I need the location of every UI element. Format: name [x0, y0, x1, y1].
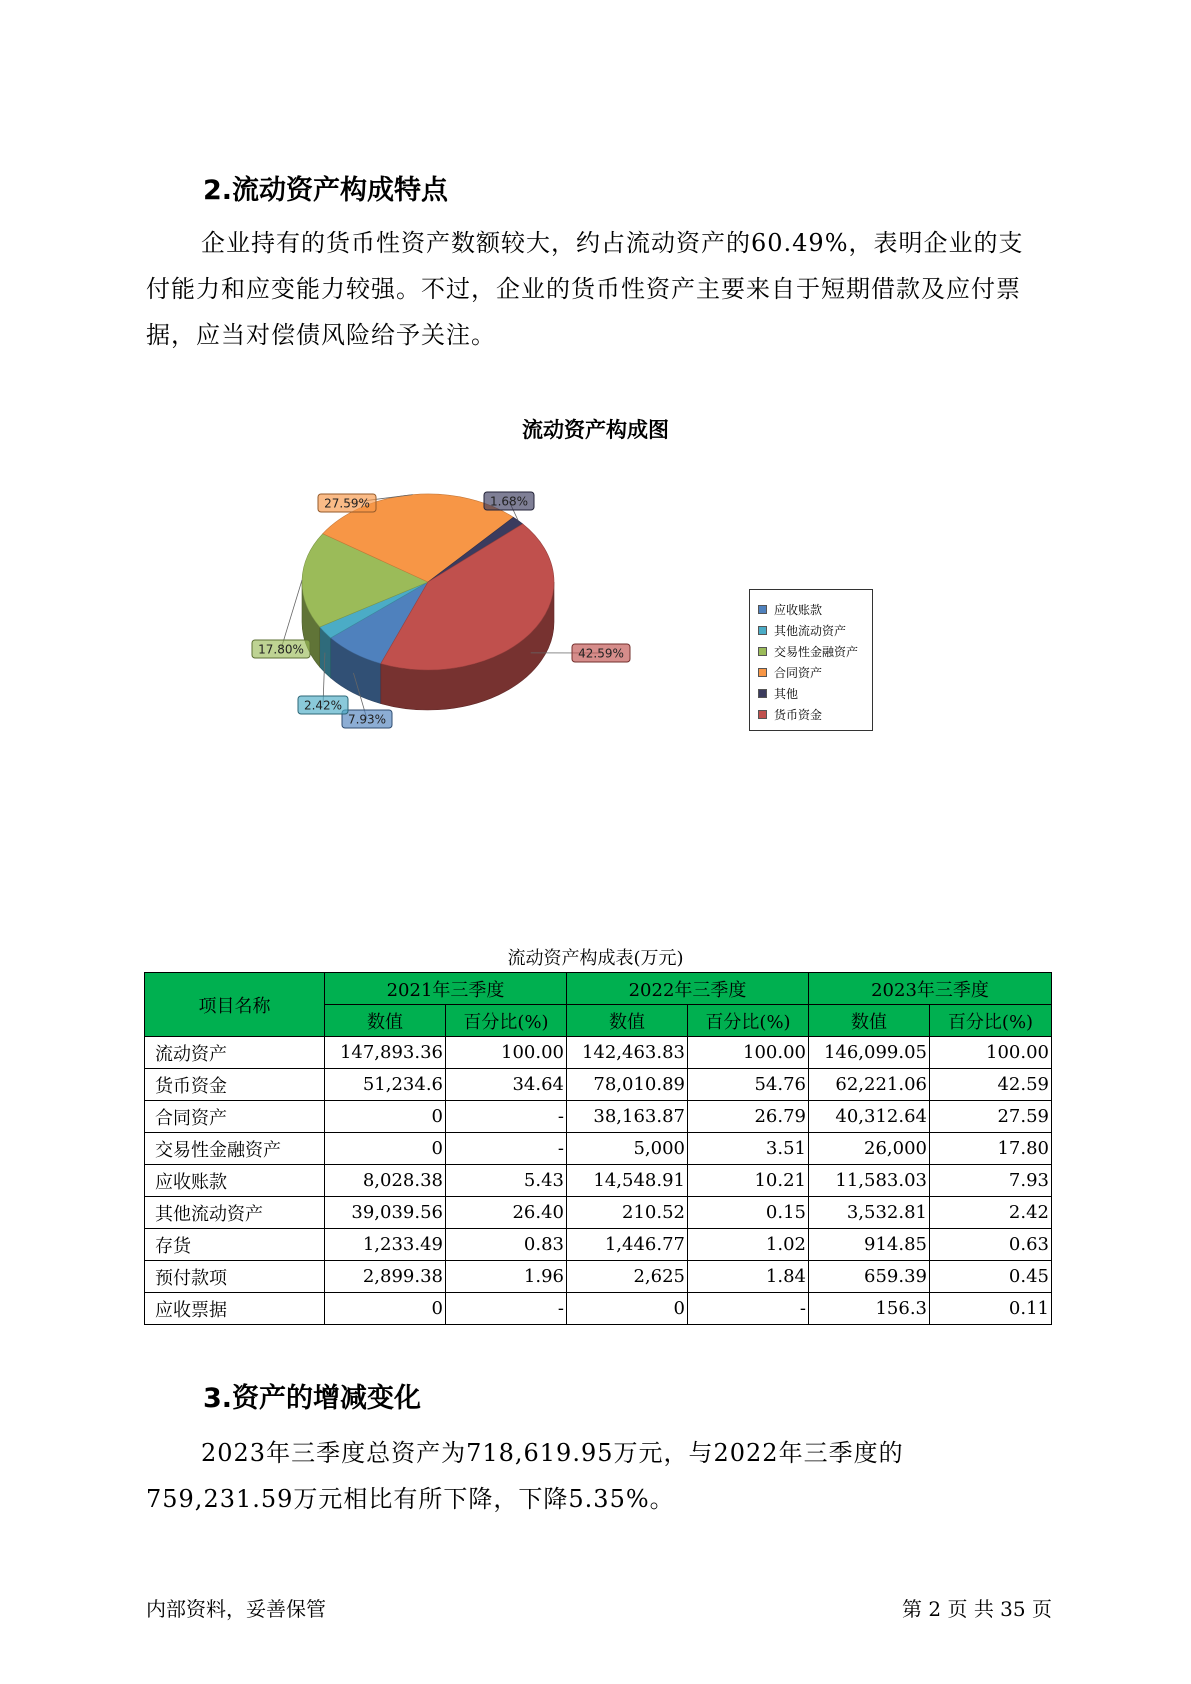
section-paragraph-3: 2023年三季度总资产为718,619.95万元，与2022年三季度的759,231.59万元相比有所下降，下降5.35%。	[146, 1439, 904, 1513]
row-label: 货币资金	[145, 1069, 325, 1101]
legend-label: 其他	[774, 687, 799, 701]
legend-label: 合同资产	[774, 666, 823, 680]
value-cell: 0	[567, 1293, 688, 1325]
value-header: 数值	[567, 1005, 688, 1037]
page-number: 第 2 页 共 35 页	[902, 1597, 1052, 1621]
percent-cell: -	[446, 1293, 567, 1325]
value-cell: 0	[325, 1293, 446, 1325]
table-row	[145, 1229, 1052, 1261]
percent-cell: 100.00	[446, 1037, 567, 1069]
value-cell: 914.85	[809, 1229, 930, 1261]
value-cell: 62,221.06	[809, 1069, 930, 1101]
legend-item	[758, 704, 872, 725]
value-cell: 156.3	[809, 1293, 930, 1325]
value-cell: 11,583.03	[809, 1165, 930, 1197]
value-cell: 142,463.83	[567, 1037, 688, 1069]
row-label: 应收票据	[145, 1293, 325, 1325]
data-label: 1.68%	[489, 494, 529, 509]
data-label: 27.59%	[324, 496, 370, 511]
section-heading-3: 3.资产的增减变化	[203, 1383, 422, 1414]
value-header: 数值	[809, 1005, 930, 1037]
legend-item	[758, 683, 872, 704]
legend-swatch	[758, 605, 767, 614]
table-row	[145, 1261, 1052, 1293]
row-label: 交易性金融资产	[145, 1133, 325, 1165]
legend-swatch	[758, 647, 767, 656]
value-cell: 39,039.56	[325, 1197, 446, 1229]
percent-cell: 42.59	[930, 1069, 1052, 1101]
percent-header: 百分比(%)	[930, 1005, 1052, 1037]
value-cell: 2,625	[567, 1261, 688, 1293]
legend-label: 其他流动资产	[774, 624, 847, 638]
percent-cell: 1.84	[688, 1261, 809, 1293]
value-cell: 26,000	[809, 1133, 930, 1165]
row-label: 预付款项	[145, 1261, 325, 1293]
table-row	[145, 1133, 1052, 1165]
value-cell: 51,234.6	[325, 1069, 446, 1101]
table-row	[145, 1293, 1052, 1325]
percent-header: 百分比(%)	[688, 1005, 809, 1037]
legend-label: 应收账款	[774, 603, 823, 617]
percent-cell: 7.93	[930, 1165, 1052, 1197]
value-cell: 147,893.36	[325, 1037, 446, 1069]
table-row	[145, 1101, 1052, 1133]
percent-header: 百分比(%)	[446, 1005, 567, 1037]
percent-cell: -	[446, 1133, 567, 1165]
percent-cell: 10.21	[688, 1165, 809, 1197]
legend-label: 交易性金融资产	[774, 645, 859, 659]
table-row	[145, 1069, 1052, 1101]
value-cell: 659.39	[809, 1261, 930, 1293]
legend-swatch	[758, 626, 767, 635]
value-cell: 14,548.91	[567, 1165, 688, 1197]
legend-item	[758, 662, 872, 683]
section-heading-2: 2.流动资产构成特点	[203, 175, 449, 206]
percent-cell: 26.79	[688, 1101, 809, 1133]
legend-label: 货币资金	[774, 708, 823, 722]
percent-cell: 54.76	[688, 1069, 809, 1101]
percent-cell: 34.64	[446, 1069, 567, 1101]
legend-swatch	[758, 668, 767, 677]
row-label: 存货	[145, 1229, 325, 1261]
value-cell: 0	[325, 1133, 446, 1165]
percent-cell: 17.80	[930, 1133, 1052, 1165]
period-header: 2022年三季度	[567, 973, 809, 1005]
percent-cell: 5.43	[446, 1165, 567, 1197]
item-name-header: 项目名称	[145, 973, 325, 1037]
legend-swatch	[758, 710, 767, 719]
percent-cell: 3.51	[688, 1133, 809, 1165]
value-cell: 1,233.49	[325, 1229, 446, 1261]
data-label: 7.93%	[347, 712, 387, 727]
percent-cell: -	[446, 1101, 567, 1133]
value-cell: 2,899.38	[325, 1261, 446, 1293]
legend-item	[758, 641, 872, 662]
percent-cell: 27.59	[930, 1101, 1052, 1133]
value-header: 数值	[325, 1005, 446, 1037]
percent-cell: 0.45	[930, 1261, 1052, 1293]
period-header: 2023年三季度	[809, 973, 1052, 1005]
legend-swatch	[758, 689, 767, 698]
data-label: 2.42%	[303, 698, 343, 713]
chart-legend	[749, 589, 873, 731]
footer-note: 内部资料，妥善保管	[146, 1597, 326, 1621]
percent-cell: 0.15	[688, 1197, 809, 1229]
percent-cell: 2.42	[930, 1197, 1052, 1229]
percent-cell: 0.83	[446, 1229, 567, 1261]
percent-cell: 1.02	[688, 1229, 809, 1261]
period-header: 2021年三季度	[325, 973, 567, 1005]
value-cell: 210.52	[567, 1197, 688, 1229]
percent-cell: 0.63	[930, 1229, 1052, 1261]
percent-cell: 100.00	[688, 1037, 809, 1069]
section-paragraph-2: 企业持有的货币性资产数额较大，约占流动资产的60.49%，表明企业的支付能力和应变能力较强。不过，企业的货币性资产主要来自于短期借款及应付票据，应当对偿债风险给予关注。	[146, 229, 1024, 349]
pie-chart	[220, 470, 660, 740]
row-label: 流动资产	[145, 1037, 325, 1069]
percent-cell: 100.00	[930, 1037, 1052, 1069]
value-cell: 1,446.77	[567, 1229, 688, 1261]
percent-cell: 26.40	[446, 1197, 567, 1229]
chart-title: 流动资产构成图	[522, 418, 669, 442]
value-cell: 78,010.89	[567, 1069, 688, 1101]
percent-cell: -	[688, 1293, 809, 1325]
percent-cell: 1.96	[446, 1261, 567, 1293]
value-cell: 40,312.64	[809, 1101, 930, 1133]
leader-line	[281, 580, 302, 649]
table-row	[145, 1037, 1052, 1069]
table-caption: 流动资产构成表(万元)	[507, 948, 684, 969]
data-label: 42.59%	[578, 646, 624, 661]
current-assets-table	[144, 972, 1052, 1325]
row-label: 合同资产	[145, 1101, 325, 1133]
value-cell: 5,000	[567, 1133, 688, 1165]
table-row	[145, 1165, 1052, 1197]
percent-cell: 0.11	[930, 1293, 1052, 1325]
legend-item	[758, 599, 872, 620]
data-label: 17.80%	[258, 642, 304, 657]
legend-item	[758, 620, 872, 641]
value-cell: 38,163.87	[567, 1101, 688, 1133]
value-cell: 146,099.05	[809, 1037, 930, 1069]
table-row	[145, 1197, 1052, 1229]
value-cell: 8,028.38	[325, 1165, 446, 1197]
value-cell: 0	[325, 1101, 446, 1133]
row-label: 应收账款	[145, 1165, 325, 1197]
row-label: 其他流动资产	[145, 1197, 325, 1229]
value-cell: 3,532.81	[809, 1197, 930, 1229]
